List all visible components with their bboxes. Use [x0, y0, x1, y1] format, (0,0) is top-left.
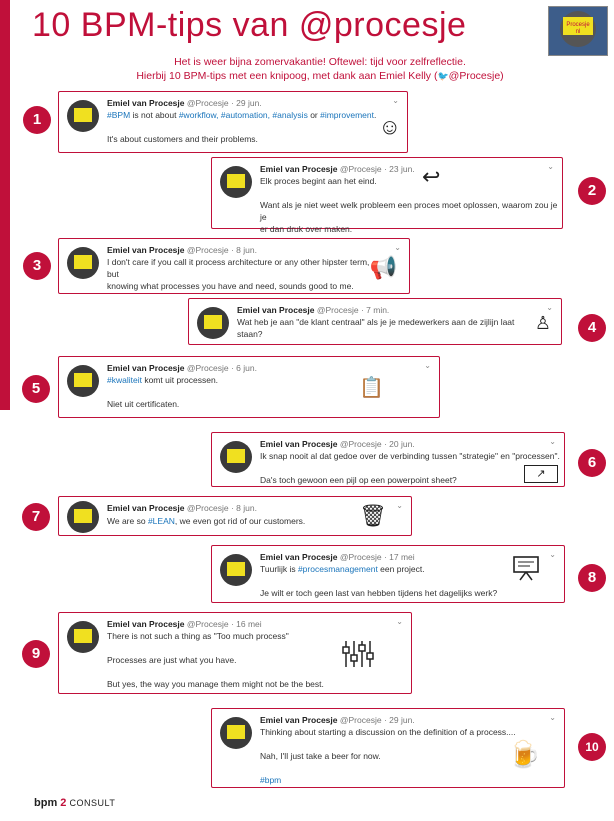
tip-number-1: 1 [23, 106, 51, 134]
tweet-text: Ik snap nooit al dat gedoe over de verbinding tussen "strategie" en "processen". Da's toch gewoon een pijl op een powerpoint sheet? [260, 451, 560, 485]
svg-text:Procesje: Procesje [566, 22, 590, 28]
tweet-header: Emiel van Procesje @Procesje · 29 jun. [260, 715, 415, 725]
procesje-logo [548, 6, 608, 56]
tweet-header: Emiel van Procesje @Procesje · 20 jun. [260, 439, 415, 449]
tweet-text: Wat heb je aan "de klant centraal" als je je medewerkers aan de zijlijn laat staan? [237, 317, 515, 339]
svg-text:nl: nl [575, 29, 581, 35]
beer-icon: 🍺 [508, 739, 541, 769]
tip-number-9: 9 [22, 640, 50, 668]
tweet-text: Tuurlijk is #procesmanagement een project. Je wilt er toch geen last van hebben tijdens het dagelijks werk? [260, 564, 498, 598]
subtitle-line-2 [50, 70, 590, 82]
megaphone-icon: 📢 [369, 255, 397, 280]
tweet-header: Emiel van Procesje @Procesje · 17 mei [260, 552, 415, 562]
avatar [220, 441, 252, 473]
avatar [67, 365, 99, 397]
tip-number-7: 7 [22, 503, 50, 531]
tip-number-4: 4 [578, 314, 606, 342]
tip-number-5: 5 [22, 375, 50, 403]
person-icon: ♙ [534, 313, 551, 333]
chevron-down-icon[interactable]: ⌄ [549, 437, 556, 446]
avatar [220, 166, 252, 198]
tweet-card-6[interactable] [211, 432, 565, 487]
trash-icon: 🗑 [359, 503, 387, 528]
avatar [67, 247, 99, 279]
tweet-header: Emiel van Procesje @Procesje · 23 jun. [260, 164, 415, 174]
chevron-down-icon[interactable]: ⌄ [549, 550, 556, 559]
chevron-down-icon[interactable]: ⌄ [547, 162, 554, 171]
tweet-header: Emiel van Procesje @Procesje · 8 jun. [107, 245, 257, 255]
tweet-text: #BPM is not about #workflow, #automation, #analysis or #improvement. It's about customers and their problems. [107, 110, 377, 144]
tweet-card-8[interactable] [211, 545, 565, 603]
chevron-down-icon[interactable]: ⌄ [396, 617, 403, 626]
left-accent-bar [0, 0, 10, 410]
avatar [197, 307, 229, 339]
tweet-card-5[interactable] [58, 356, 440, 418]
footer-logo: bpm 2 CONSULT [34, 797, 116, 809]
smiley-icon: ☺ [378, 114, 401, 139]
tweet-card-10[interactable] [211, 708, 565, 788]
tip-number-10: 10 [578, 733, 606, 761]
tip-number-3: 3 [23, 252, 51, 280]
tweet-card-7[interactable] [58, 496, 412, 536]
chevron-down-icon[interactable]: ⌄ [394, 243, 401, 252]
tip-number-2: 2 [578, 177, 606, 205]
chevron-down-icon[interactable]: ⌄ [396, 501, 403, 510]
chevron-down-icon[interactable]: ⌄ [546, 303, 553, 312]
avatar [220, 554, 252, 586]
tweet-header: Emiel van Procesje @Procesje · 29 jun. [107, 98, 262, 108]
sliders-icon [341, 639, 375, 675]
chevron-down-icon[interactable]: ⌄ [424, 361, 431, 370]
return-arrow-icon: ↩ [422, 164, 441, 189]
tweet-text: Thinking about starting a discussion on the definition of a process.... Nah, I'll just take a beer for now. #bpm [260, 727, 516, 785]
avatar [67, 501, 99, 533]
tip-number-6: 6 [578, 449, 606, 477]
bird-icon: 🐦 [437, 71, 449, 81]
tweet-header: Emiel van Procesje @Procesje · 16 mei [107, 619, 262, 629]
avatar [67, 621, 99, 653]
avatar [220, 717, 252, 749]
tweet-text: We are so #LEAN, we even got rid of our customers. [107, 516, 306, 526]
tweet-card-2[interactable] [211, 157, 563, 234]
tweet-header: Emiel van Procesje @Procesje · 8 jun. [107, 503, 257, 513]
tweet-text: #kwaliteit komt uit processen. Niet uit certificaten. [107, 375, 219, 409]
tweet-text: There is not such a thing as "Too much process" Processes are just what you have. But yes, the way you manage them might not be the best. [107, 631, 324, 689]
page-title: 10 BPM-tips van @procesje [32, 6, 467, 44]
subtitle-text: Hierbij 10 BPM-tips met een knipoog, met dank aan Emiel Kelly ( [136, 70, 438, 82]
tweet-card-4[interactable] [188, 298, 562, 345]
tweet-text: Elk proces begint aan het eind. Want als je niet weet welk probleem een proces moet oplossen, waarom zou je je er dan druk over maken. [260, 176, 558, 234]
tweet-card-9[interactable] [58, 612, 412, 694]
tip-number-8: 8 [578, 564, 606, 592]
avatar [67, 100, 99, 132]
tweet-header: Emiel van Procesje @Procesje · 7 min. [237, 305, 390, 315]
tweet-card-1[interactable] [58, 91, 408, 153]
chevron-down-icon[interactable]: ⌄ [392, 96, 399, 105]
subtitle-line-1: Het is weer bijna zomervakantie! Oftewel: tijd voor zelfreflectie. [174, 56, 466, 68]
tweet-card-3[interactable] [58, 238, 410, 294]
presentation-icon [512, 554, 540, 588]
arrow-slide-icon: ↗ [524, 465, 558, 483]
subtitle-handle: @Procesje) [448, 70, 504, 82]
clipboard-icon: 📋 [359, 377, 384, 399]
tweet-text: I don't care if you call it process architecture or any other hipster term, but knowing what processes you have and need, sounds good to me. [107, 257, 370, 291]
chevron-down-icon[interactable]: ⌄ [549, 713, 556, 722]
tweet-header: Emiel van Procesje @Procesje · 6 jun. [107, 363, 257, 373]
